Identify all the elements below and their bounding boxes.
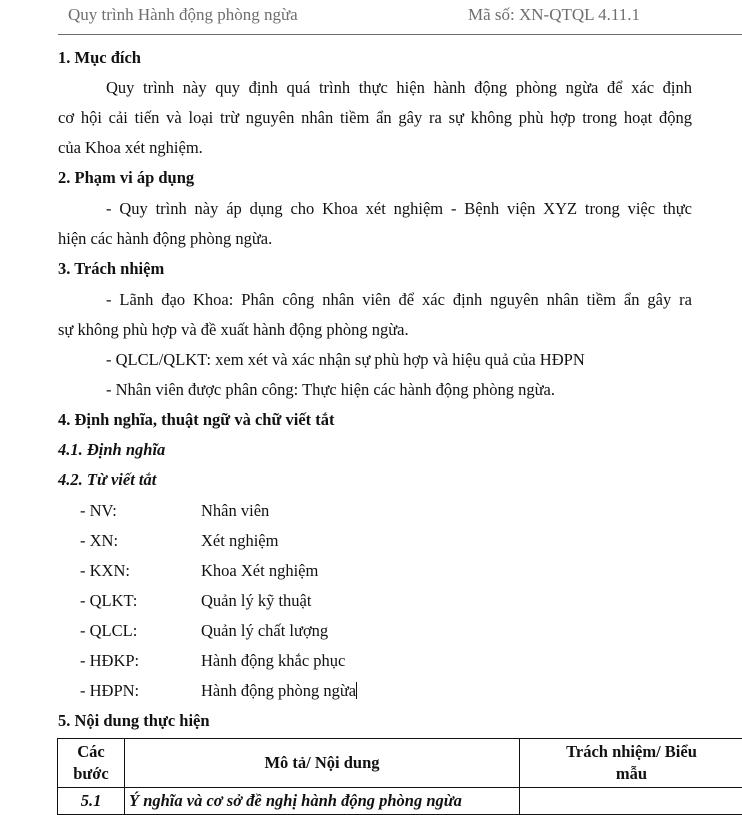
- header-cell-description: Mô tả/ Nội dung: [125, 739, 520, 788]
- section-3-line-1: - Lãnh đạo Khoa: Phân công nhân viên để xác định nguyên nhân tiềm ẩn gây ra: [106, 290, 692, 310]
- section-3-line-4: - Nhân viên được phân công: Thực hiện các hành động phòng ngừa.: [106, 380, 555, 400]
- abbreviation-meaning: Quản lý chất lượng: [201, 621, 328, 641]
- section-1-line-1: Quy trình này quy định quá trình thực hiện hành động phòng ngừa để xác định: [106, 78, 692, 98]
- abbreviation-meaning: Khoa Xét nghiệm: [201, 561, 318, 581]
- abbreviation-term: - KXN:: [80, 561, 130, 581]
- section-1-line-2: cơ hội cải tiến và loại trừ nguyên nhân tiềm ẩn gây ra sự không phù hợp trong hoạt động: [58, 108, 692, 128]
- table-header-row: [58, 739, 742, 788]
- procedure-table: [57, 738, 742, 815]
- abbreviation-meaning: Nhân viên: [201, 501, 269, 521]
- abbreviation-meaning: Hành động khắc phục: [201, 651, 345, 671]
- section-1-line-3: của Khoa xét nghiệm.: [58, 138, 203, 158]
- section-4-heading: 4. Định nghĩa, thuật ngữ và chữ viết tắt: [58, 410, 335, 430]
- table-row: [58, 788, 742, 815]
- section-4-1-heading: 4.1. Định nghĩa: [58, 440, 165, 460]
- section-2-line-1: - Quy trình này áp dụng cho Khoa xét nghiệm - Bệnh viện XYZ trong việc thực: [106, 199, 692, 219]
- abbreviation-term: - XN:: [80, 531, 118, 551]
- header-cell-responsibility: Trách nhiệm/ Biểu mẫu: [520, 739, 742, 788]
- section-3-line-2: sự không phù hợp và đề xuất hành động phòng ngừa.: [58, 320, 409, 340]
- section-1-heading: 1. Mục đích: [58, 48, 141, 68]
- abbreviation-meaning: Hành động phòng ngừa: [201, 681, 356, 700]
- abbreviation-term: - QLKT:: [80, 591, 137, 611]
- header-divider: [58, 34, 742, 35]
- abbreviation-term: - HĐPN:: [80, 681, 139, 701]
- abbreviation-term: - QLCL:: [80, 621, 137, 641]
- section-3-heading: 3. Trách nhiệm: [58, 259, 164, 279]
- abbreviation-meaning: Quản lý kỹ thuật: [201, 591, 311, 611]
- section-2-heading: 2. Phạm vi áp dụng: [58, 168, 194, 188]
- section-5-heading: 5. Nội dung thực hiện: [58, 711, 210, 731]
- header-document-code: Mã số: XN-QTQL 4.11.1: [468, 5, 640, 25]
- table-cell-description: Ý nghĩa và cơ sở đề nghị hành động phòng ngừa: [125, 788, 520, 815]
- header-title: Quy trình Hành động phòng ngừa: [68, 5, 298, 25]
- text-cursor: [356, 682, 357, 699]
- header-cell-steps: Các bước: [58, 739, 125, 788]
- abbreviation-meaning: Xét nghiệm: [201, 531, 278, 551]
- table-cell-responsibility: [520, 788, 742, 815]
- table-cell-step: 5.1: [58, 788, 125, 815]
- abbreviation-meaning-with-cursor[interactable]: [201, 681, 357, 701]
- section-2-line-2: hiện các hành động phòng ngừa.: [58, 229, 272, 249]
- abbreviation-term: - NV:: [80, 501, 117, 521]
- abbreviation-term: - HĐKP:: [80, 651, 139, 671]
- section-4-2-heading: 4.2. Từ viết tắt: [58, 470, 156, 490]
- section-3-line-3: - QLCL/QLKT: xem xét và xác nhận sự phù hợp và hiệu quả của HĐPN: [106, 350, 585, 370]
